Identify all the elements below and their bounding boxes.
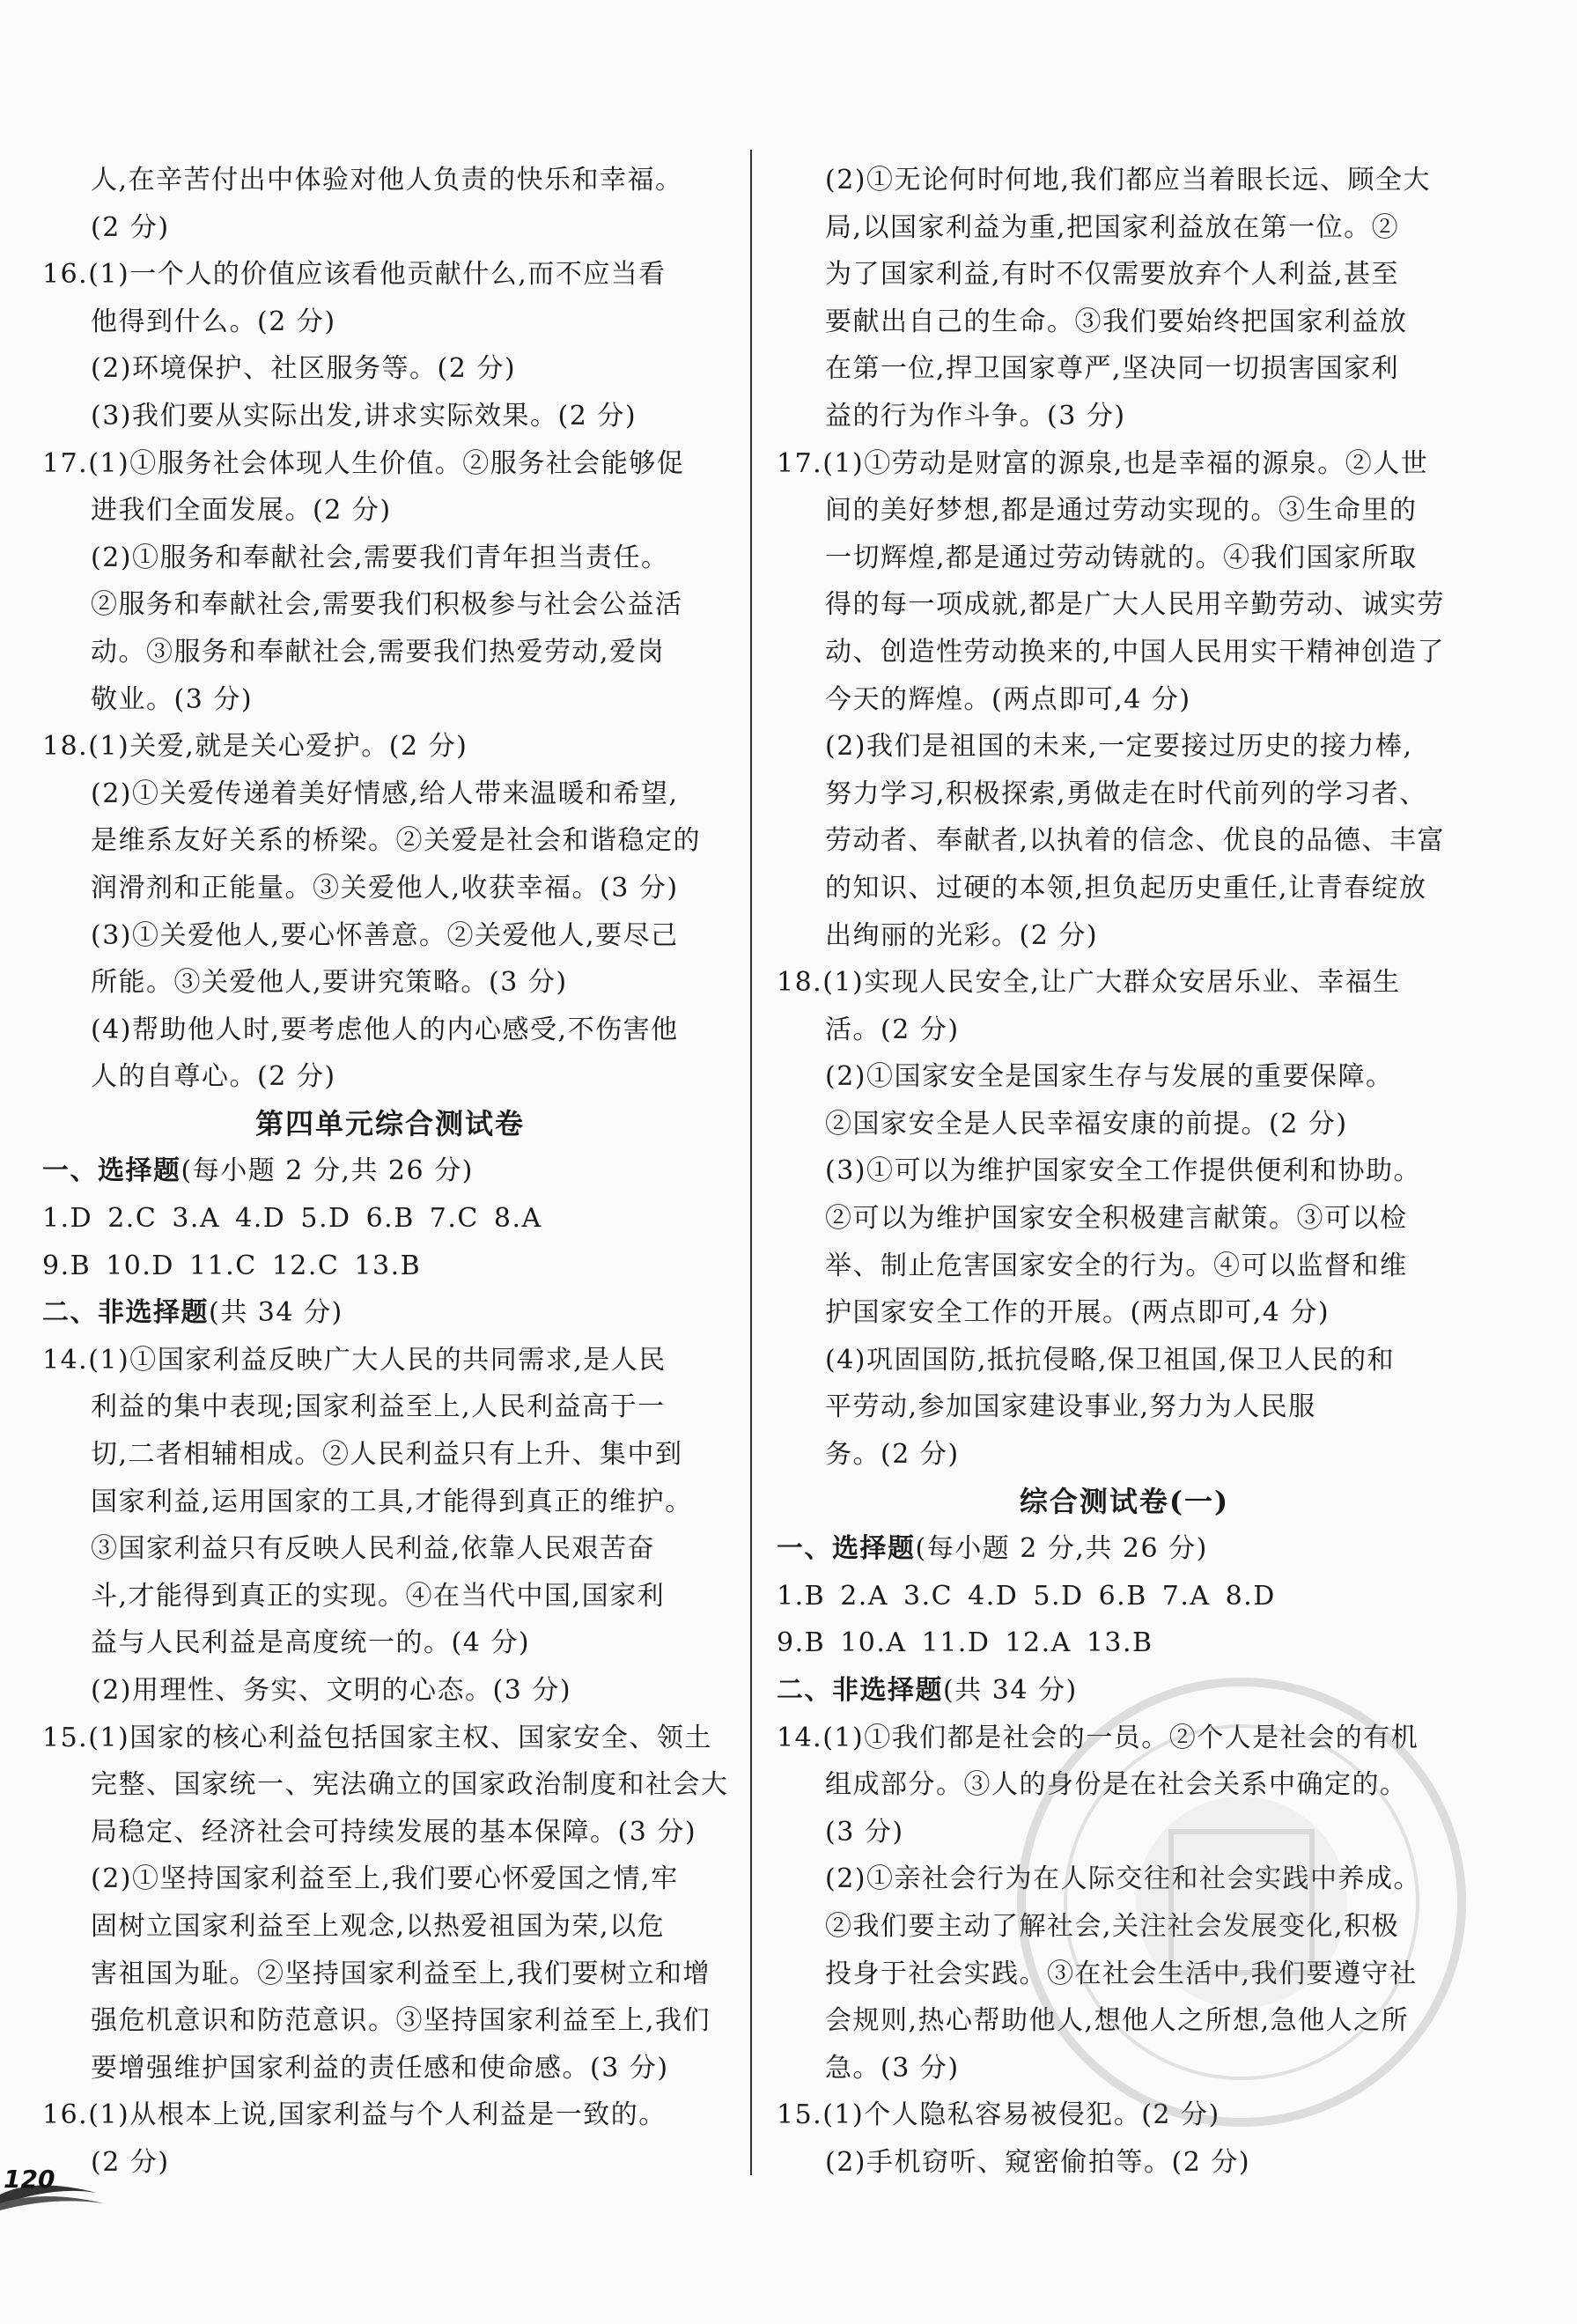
answer-text-line: 努力学习,积极探索,勇做走在时代前列的学习者、 [825, 778, 1427, 809]
answer-text-line: 16.(1)一个人的价值应该看他贡献什么,而不应当看 [42, 259, 667, 291]
answer-text-line: 利益的集中表现;国家利益至上,人民利益高于一 [91, 1391, 666, 1423]
answer-text-line: 18.(1)实现人民安全,让广大群众安居乐业、幸福生 [777, 967, 1401, 999]
answer-text-line: 国家利益,运用国家的工具,才能得到真正的维护。 [91, 1486, 693, 1517]
answer-text-line: (4)帮助他人时,要考虑他人的内心感受,不伤害他 [91, 1014, 679, 1045]
answer-text-line: (2)手机窃听、窥密偷拍等。(2 分) [825, 2146, 1251, 2178]
section-title: 第四单元综合测试卷 [254, 1106, 525, 1140]
answer-text-line: 完整、国家统一、宪法确立的国家政治制度和社会大 [91, 1769, 729, 1801]
answer-text-line: 益与人民利益是高度统一的。(4 分) [91, 1627, 531, 1659]
answer-text-line: 得的每一项成就,都是广大人民用辛勤劳动、诚实劳 [825, 589, 1446, 621]
answer-text-line: 固树立国家利益至上观念,以热爱祖国为荣,以危 [91, 1910, 666, 1942]
answer-key-line: 1.B 2.A 3.C 4.D 5.D 6.B 7.A 8.D [777, 1580, 1276, 1612]
answer-text-line: 14.(1)①国家利益反映广大人民的共同需求,是人民 [42, 1344, 667, 1376]
answer-text-line: 平劳动,参加国家建设事业,努力为人民服 [825, 1391, 1316, 1423]
answer-text-line: (2)①关爱传递着美好情感,给人带来温暖和希望, [91, 778, 679, 809]
answer-text-line: 动、创造性劳动换来的,中国人民用实干精神创造了 [825, 636, 1446, 668]
answer-text-line: 组成部分。③人的身份是在社会关系中确定的。 [825, 1769, 1408, 1801]
answer-text-line: 局,以国家利益为重,把国家利益放在第一位。② [825, 211, 1400, 243]
answer-text-line: (2 分) [91, 211, 170, 243]
answer-text-line: (2)①国家安全是国家生存与发展的重要保障。 [825, 1061, 1394, 1093]
answer-text-line: 要增强维护国家利益的责任感和使命感。(3 分) [91, 2052, 669, 2084]
answer-text-line: 害祖国为耻。②坚持国家利益至上,我们要树立和增 [91, 1958, 711, 1989]
answer-text-line: 的知识、过硬的本领,担负起历史重任,让青春绽放 [825, 872, 1427, 904]
section-heading-label: 一、选择题 [777, 1533, 916, 1565]
section-heading [42, 1289, 738, 1337]
answer-text-line: 14.(1)①我们都是社会的一员。②个人是社会的有机 [777, 1722, 1419, 1753]
answer-text-line: 动。③服务和奉献社会,需要我们热爱劳动,爱岗 [91, 636, 666, 668]
left-column [42, 157, 738, 2187]
column-divider [750, 150, 752, 2175]
answer-text-line: (2 分) [91, 2146, 170, 2178]
answer-text-line: ②服务和奉献社会,需要我们积极参与社会公益活 [91, 589, 683, 621]
answer-text-line: 投身于社会实践。③在社会生活中,我们要遵守社 [825, 1958, 1418, 1989]
answer-text-line: 举、制止危害国家安全的行为。④可以监督和维 [825, 1250, 1408, 1281]
answer-text-line: (3)①可以为维护国家安全工作提供便利和协助。 [825, 1155, 1421, 1187]
answer-text-line: (2)①无论何时何地,我们都应当着眼长远、顾全大 [825, 165, 1432, 196]
section-heading-note: (共 34 分) [943, 1675, 1078, 1706]
answer-text-line: 会规则,热心帮助他人,想他人之所想,急他人之所 [825, 2005, 1410, 2037]
answer-text-line: (2)①亲社会行为在人际交往和社会实践中养成。 [825, 1863, 1421, 1895]
section-heading-note: (共 34 分) [209, 1297, 343, 1329]
answer-text-line: (2)①服务和奉献社会,需要我们青年担当责任。 [91, 542, 669, 573]
answer-text-line: ②国家安全是人民幸福安康的前提。(2 分) [825, 1108, 1348, 1140]
section-title: 综合测试卷(一) [1019, 1484, 1230, 1518]
answer-text-line: 18.(1)关爱,就是关心爱护。(2 分) [42, 731, 468, 763]
answer-text-line: 是维系友好关系的桥梁。②关爱是社会和谐稳定的 [91, 825, 701, 857]
answer-text-line: 今天的辉煌。(两点即可,4 分) [825, 683, 1191, 715]
answer-text-line: ③国家利益只有反映人民利益,依靠人民艰苦奋 [91, 1533, 656, 1565]
answer-text-line: 局稳定、经济社会可持续发展的基本保障。(3 分) [91, 1816, 697, 1848]
answer-text-line: 17.(1)①服务社会体现人生价值。②服务社会能够促 [42, 447, 685, 479]
answer-text-line: 斗,才能得到真正的实现。④在当代中国,国家利 [91, 1580, 666, 1612]
answer-text-line: (3)我们要从实际出发,讲求实际效果。(2 分) [91, 400, 637, 432]
answer-text-line: 润滑剂和正能量。③关爱他人,收获幸福。(3 分) [91, 872, 679, 904]
section-heading [777, 1667, 1472, 1715]
answer-text-line: 护国家安全工作的开展。(两点即可,4 分) [825, 1297, 1330, 1329]
answer-text-line: 人,在辛苦付出中体验对他人负责的快乐和幸福。 [91, 165, 683, 196]
answer-text-line: 15.(1)国家的核心利益包括国家主权、国家安全、领土 [42, 1722, 712, 1753]
answer-text-line: 敬业。(3 分) [91, 683, 254, 715]
answer-text-line: 务。(2 分) [825, 1439, 960, 1471]
section-heading-note: (每小题 2 分,共 26 分) [181, 1155, 474, 1187]
section-heading [42, 1147, 738, 1195]
answer-text-line: 所能。③关爱他人,要讲究策略。(3 分) [91, 967, 568, 999]
section-heading-label: 二、非选择题 [777, 1675, 943, 1706]
section-heading-note: (每小题 2 分,共 26 分) [915, 1533, 1208, 1565]
answer-text-line: 活。(2 分) [825, 1014, 960, 1045]
answer-text-line: 进我们全面发展。(2 分) [91, 495, 392, 527]
answer-text-line: ②我们要主动了解社会,关注社会发展变化,积极 [825, 1910, 1400, 1942]
answer-text-line: (2)环境保护、社区服务等。(2 分) [91, 353, 517, 385]
right-column [777, 157, 1472, 2187]
answer-text-line: 16.(1)从根本上说,国家利益与个人利益是一致的。 [42, 2099, 667, 2131]
answer-text-line: 劳动者、奉献者,以执着的信念、优良的品德、丰富 [825, 825, 1446, 857]
answer-key-line: 9.B 10.D 11.C 12.C 13.B [42, 1250, 422, 1281]
section-heading-label: 二、非选择题 [42, 1297, 209, 1329]
answer-key-line: 1.D 2.C 3.A 4.D 5.D 6.B 7.C 8.A [42, 1203, 542, 1235]
answer-text-line: ②可以为维护国家安全积极建言献策。③可以检 [825, 1203, 1408, 1235]
answer-text-line: (2)用理性、务实、文明的心态。(3 分) [91, 1675, 572, 1706]
answer-key-line: 9.B 10.A 11.D 12.A 13.B [777, 1627, 1153, 1659]
answer-text-line: 他得到什么。(2 分) [91, 306, 336, 337]
answer-text-line: (2)①坚持国家利益至上,我们要心怀爱国之情,牢 [91, 1863, 679, 1895]
answer-text-line: 出绚丽的光彩。(2 分) [825, 919, 1099, 951]
answer-text-line: 强危机意识和防范意识。③坚持国家利益至上,我们 [91, 2005, 711, 2037]
answer-text-line: 切,二者相辅相成。②人民利益只有上升、集中到 [91, 1439, 683, 1471]
answer-text-line: 17.(1)①劳动是财富的源泉,也是幸福的源泉。②人世 [777, 447, 1429, 479]
answer-text-line: 益的行为作斗争。(3 分) [825, 400, 1126, 432]
answer-text-line: 在第一位,捍卫国家尊严,坚决同一切损害国家利 [825, 353, 1400, 385]
answer-text-line: 间的美好梦想,都是通过劳动实现的。③生命里的 [825, 495, 1418, 527]
answer-text-line: (3)①关爱他人,要心怀善意。②关爱他人,要尽己 [91, 919, 679, 951]
answer-text-line: 为了国家利益,有时不仅需要放弃个人利益,甚至 [825, 259, 1400, 291]
answer-text-line: 要献出自己的生命。③我们要始终把国家利益放 [825, 306, 1408, 337]
section-heading-label: 一、选择题 [42, 1155, 181, 1187]
answer-text-line: 一切辉煌,都是通过劳动铸就的。④我们国家所取 [825, 542, 1418, 573]
page-number: 120 [4, 2165, 55, 2194]
answer-text-line: 15.(1)个人隐私容易被侵犯。(2 分) [777, 2099, 1220, 2131]
answer-text-line: (3 分) [825, 1816, 904, 1848]
section-heading [777, 1525, 1472, 1573]
answer-text-line: 急。(3 分) [825, 2052, 960, 2084]
answer-text-line: (4)巩固国防,抵抗侵略,保卫祖国,保卫人民的和 [825, 1344, 1396, 1376]
answer-text-line: 人的自尊心。(2 分) [91, 1061, 336, 1093]
answer-text-line: (2)我们是祖国的未来,一定要接过历史的接力棒, [825, 731, 1413, 763]
